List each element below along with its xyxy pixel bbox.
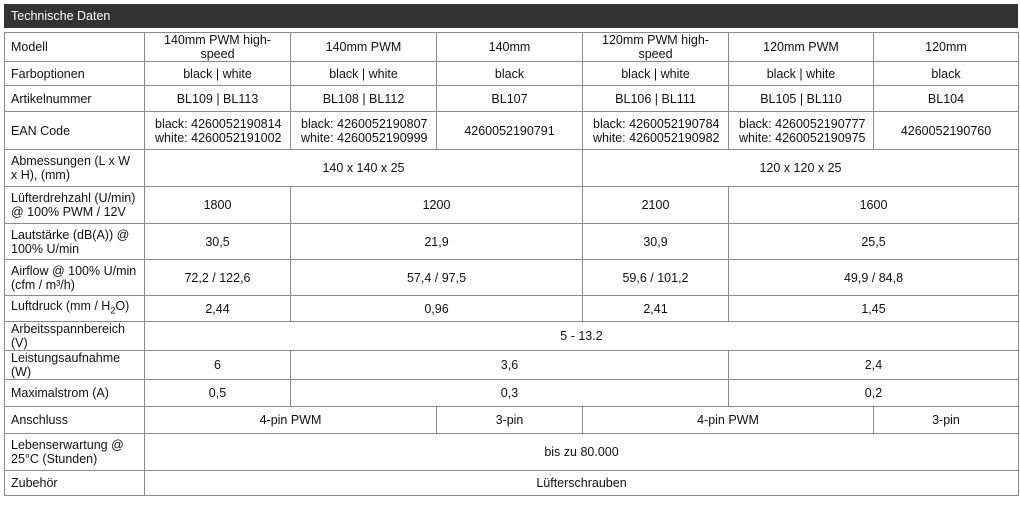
rpm-cell: 1600	[729, 187, 1019, 224]
ean-black: black: 4260052190814	[155, 116, 282, 131]
color-cell: black | white	[729, 62, 874, 86]
ean-white: white: 4260052190975	[739, 130, 866, 145]
label-artikelnummer: Artikelnummer	[5, 86, 145, 112]
dimension-cell: 120 x 120 x 25	[583, 150, 1019, 187]
luftdruck-subscript: 2	[110, 305, 116, 316]
article-cell: BL109 | BL113	[145, 86, 291, 112]
model-cell: 140mm	[437, 33, 583, 62]
ean-cell: 4260052190791	[437, 112, 583, 150]
label-lautstaerke: Lautstärke (dB(A)) @ 100% U/min	[5, 224, 145, 260]
label-leistung: Leistungsaufnahme (W)	[5, 351, 145, 380]
model-cell: 120mm PWM	[729, 33, 874, 62]
ean-black: black: 4260052190807	[301, 116, 428, 131]
connector-cell: 4-pin PWM	[145, 407, 437, 434]
luftdruck-label-text: Luftdruck (mm / H	[11, 299, 111, 314]
airflow-cell: 57,4 / 97,5	[291, 260, 583, 296]
article-cell: BL106 | BL111	[583, 86, 729, 112]
row-artikelnummer	[5, 86, 1019, 112]
airflow-cell: 49,9 / 84,8	[729, 260, 1019, 296]
dimension-cell: 140 x 140 x 25	[145, 150, 583, 187]
lifetime-cell: bis zu 80.000	[145, 434, 1019, 471]
row-drehzahl	[5, 187, 1019, 224]
current-cell: 0,2	[729, 380, 1019, 407]
article-cell: BL108 | BL112	[291, 86, 437, 112]
connector-cell: 4-pin PWM	[583, 407, 874, 434]
color-cell: black | white	[291, 62, 437, 86]
rpm-cell: 1800	[145, 187, 291, 224]
pressure-cell: 2,41	[583, 296, 729, 322]
spec-sheet	[4, 4, 1018, 496]
model-cell: 120mm	[874, 33, 1019, 62]
color-cell: black | white	[145, 62, 291, 86]
airflow-cell: 72,2 / 122,6	[145, 260, 291, 296]
power-cell: 2,4	[729, 351, 1019, 380]
spec-table	[4, 32, 1019, 496]
noise-cell: 30,5	[145, 224, 291, 260]
power-cell: 6	[145, 351, 291, 380]
label-airflow: Airflow @ 100% U/min (cfm / m³/h)	[5, 260, 145, 296]
row-anschluss	[5, 407, 1019, 434]
ean-white: white: 4260052190982	[593, 130, 720, 145]
connector-cell: 3-pin	[874, 407, 1019, 434]
model-cell: 140mm PWM	[291, 33, 437, 62]
noise-cell: 25,5	[729, 224, 1019, 260]
row-farboptionen	[5, 62, 1019, 86]
current-cell: 0,5	[145, 380, 291, 407]
row-zubehoer	[5, 471, 1019, 496]
label-maximalstrom: Maximalstrom (A)	[5, 380, 145, 407]
color-cell: black | white	[583, 62, 729, 86]
row-luftdruck	[5, 296, 1019, 322]
noise-cell: 30,9	[583, 224, 729, 260]
label-modell: Modell	[5, 33, 145, 62]
accessories-cell: Lüfterschrauben	[145, 471, 1019, 496]
label-arbeitsspannung: Arbeitsspannbereich (V)	[5, 322, 145, 351]
ean-black: black: 4260052190784	[593, 116, 720, 131]
article-cell: BL105 | BL110	[729, 86, 874, 112]
pressure-cell: 0,96	[291, 296, 583, 322]
label-abmessungen: Abmessungen (L x W x H), (mm)	[5, 150, 145, 187]
label-drehzahl: Lüfterdrehzahl (U/min) @ 100% PWM / 12V	[5, 187, 145, 224]
label-ean: EAN Code	[5, 112, 145, 150]
voltage-cell: 5 - 13.2	[145, 322, 1019, 351]
noise-cell: 21,9	[291, 224, 583, 260]
rpm-cell: 1200	[291, 187, 583, 224]
connector-cell: 3-pin	[437, 407, 583, 434]
label-luftdruck	[5, 296, 145, 322]
row-abmessungen	[5, 150, 1019, 187]
ean-black: black: 4260052190777	[739, 116, 866, 131]
model-cell: 120mm PWM high-speed	[583, 33, 729, 62]
pressure-cell: 1,45	[729, 296, 1019, 322]
ean-cell	[729, 112, 874, 150]
ean-cell	[291, 112, 437, 150]
row-modell	[5, 33, 1019, 62]
pressure-cell: 2,44	[145, 296, 291, 322]
row-maximalstrom	[5, 380, 1019, 407]
label-farboptionen: Farboptionen	[5, 62, 145, 86]
row-airflow	[5, 260, 1019, 296]
row-lebenserwartung	[5, 434, 1019, 471]
ean-cell: 4260052190760	[874, 112, 1019, 150]
row-ean	[5, 112, 1019, 150]
section-title: Technische Daten	[4, 4, 1018, 28]
color-cell: black	[437, 62, 583, 86]
label-zubehoer: Zubehör	[5, 471, 145, 496]
row-leistung	[5, 351, 1019, 380]
row-arbeitsspannung	[5, 322, 1019, 351]
article-cell: BL107	[437, 86, 583, 112]
power-cell: 3,6	[291, 351, 729, 380]
label-lebenserwartung: Lebenserwartung @ 25°C (Stunden)	[5, 434, 145, 471]
row-lautstaerke	[5, 224, 1019, 260]
article-cell: BL104	[874, 86, 1019, 112]
ean-white: white: 4260052191002	[155, 130, 282, 145]
airflow-cell: 59,6 / 101,2	[583, 260, 729, 296]
current-cell: 0,3	[291, 380, 729, 407]
ean-cell	[145, 112, 291, 150]
ean-white: white: 4260052190999	[301, 130, 428, 145]
luftdruck-label-end: O)	[115, 299, 130, 314]
rpm-cell: 2100	[583, 187, 729, 224]
color-cell: black	[874, 62, 1019, 86]
ean-cell	[583, 112, 729, 150]
model-cell: 140mm PWM high-speed	[145, 33, 291, 62]
label-anschluss: Anschluss	[5, 407, 145, 434]
